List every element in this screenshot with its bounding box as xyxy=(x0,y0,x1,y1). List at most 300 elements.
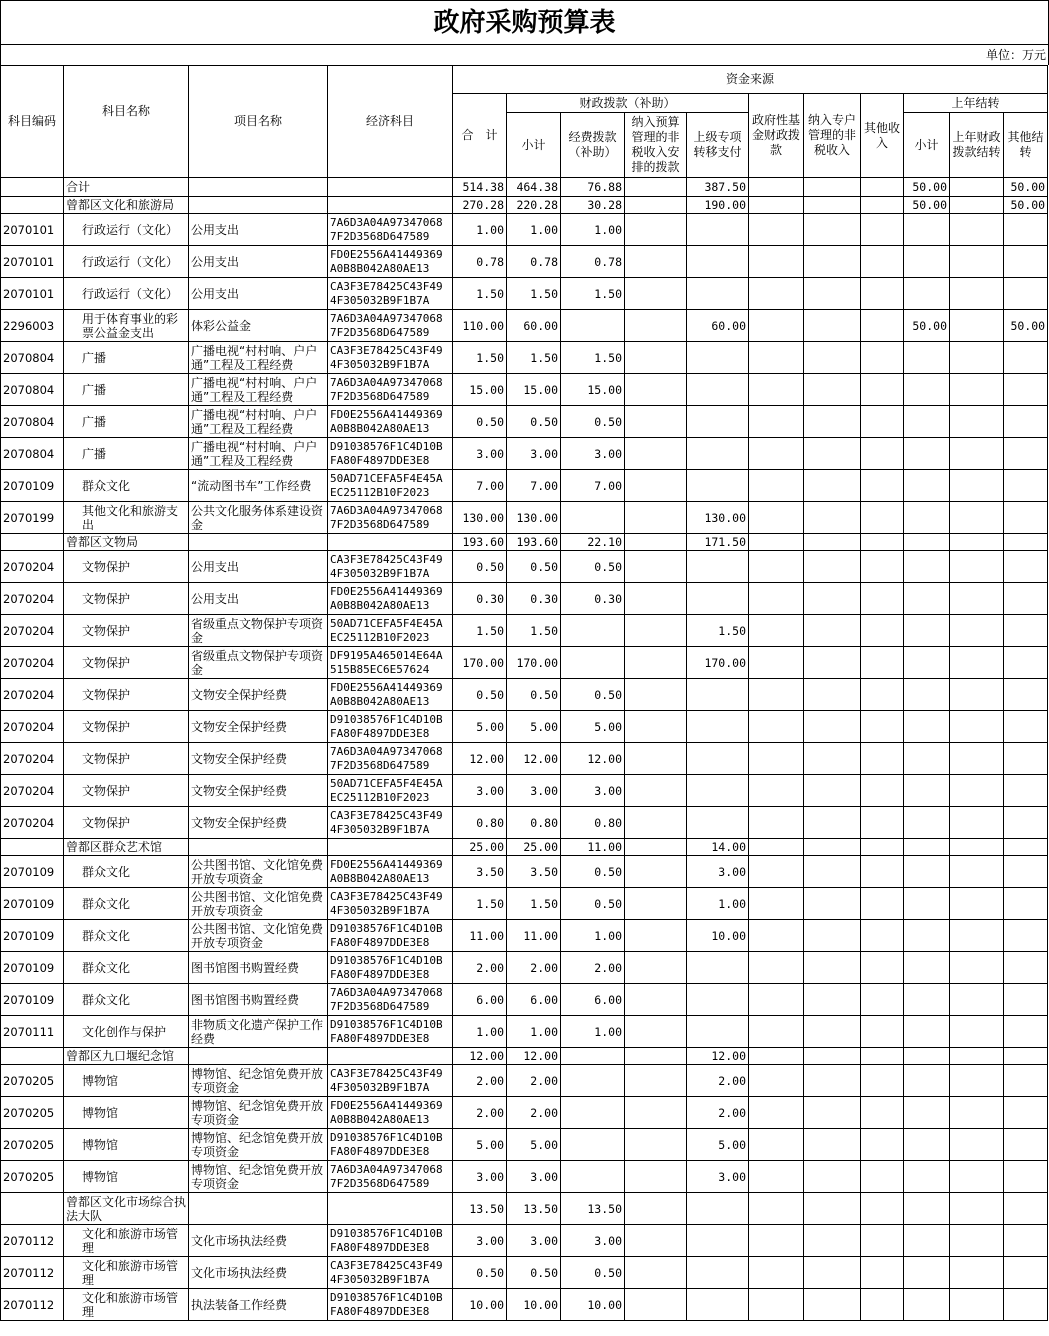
cell-amount xyxy=(861,1257,904,1289)
cell-amount xyxy=(904,1129,950,1161)
cell-amount: 10.00 xyxy=(507,1289,561,1321)
cell-amount xyxy=(861,888,904,920)
cell-amount xyxy=(687,214,749,246)
cell-amount xyxy=(625,1097,687,1129)
cell-amount: 0.50 xyxy=(561,888,625,920)
cell-amount xyxy=(804,551,861,583)
cell-amount: 2.00 xyxy=(507,1065,561,1097)
cell-amount: 1.50 xyxy=(507,342,561,374)
cell-amount xyxy=(749,214,804,246)
cell-amount: 11.00 xyxy=(453,920,507,952)
cell-amount xyxy=(749,278,804,310)
cell-amount xyxy=(687,374,749,406)
group-row xyxy=(1,839,1048,856)
cell-amount xyxy=(904,438,950,470)
cell-amount xyxy=(904,775,950,807)
cell-amount: 25.00 xyxy=(507,839,561,856)
cell-amount xyxy=(625,1225,687,1257)
cell-amount xyxy=(625,647,687,679)
table-row xyxy=(1,984,1048,1016)
cell-amount xyxy=(804,807,861,839)
cell-amount: 15.00 xyxy=(507,374,561,406)
cell-amount: 25.00 xyxy=(453,839,507,856)
cell-amount: 30.28 xyxy=(561,197,625,214)
cell-amount xyxy=(950,839,1004,856)
cell-amount: 0.78 xyxy=(507,246,561,278)
cell-amount: 1.00 xyxy=(561,1016,625,1048)
cell-amount xyxy=(904,920,950,952)
cell-project: 公共图书馆、文化馆免费开放专项资金 xyxy=(189,888,328,920)
cell-project: 公用支出 xyxy=(189,246,328,278)
cell-amount xyxy=(1004,1257,1048,1289)
header-fiscal-expense: 经费拨款（补助） xyxy=(561,113,625,178)
table-row xyxy=(1,615,1048,647)
table-row xyxy=(1,278,1048,310)
cell-amount xyxy=(861,197,904,214)
cell-amount xyxy=(861,775,904,807)
cell-amount xyxy=(749,1016,804,1048)
cell-amount xyxy=(804,278,861,310)
cell-amount xyxy=(861,310,904,342)
cell-subject: 博物馆 xyxy=(64,1097,189,1129)
cell-project: 图书馆图书购置经费 xyxy=(189,984,328,1016)
cell-code: 2070204 xyxy=(1,551,64,583)
cell-amount xyxy=(804,647,861,679)
cell-econ: FD0E2556A41449369 A0B8B042A80AE13 xyxy=(328,856,453,888)
cell-amount: 3.00 xyxy=(561,775,625,807)
cell-amount xyxy=(861,1129,904,1161)
cell-amount xyxy=(950,214,1004,246)
cell-amount xyxy=(749,551,804,583)
cell-amount xyxy=(804,534,861,551)
cell-amount xyxy=(749,1193,804,1225)
cell-subject: 行政运行（文化） xyxy=(64,214,189,246)
cell-amount: 1.00 xyxy=(453,1016,507,1048)
cell-amount: 12.00 xyxy=(561,743,625,775)
cell-project: 博物馆、纪念馆免费开放专项资金 xyxy=(189,1161,328,1193)
cell-amount xyxy=(687,406,749,438)
cell-amount xyxy=(1004,711,1048,743)
cell-amount xyxy=(749,920,804,952)
cell-amount xyxy=(804,984,861,1016)
cell-amount xyxy=(904,839,950,856)
cell-amount xyxy=(804,197,861,214)
cell-project: 博物馆、纪念馆免费开放专项资金 xyxy=(189,1097,328,1129)
cell-amount: 7.00 xyxy=(561,470,625,502)
cell-code: 2070204 xyxy=(1,679,64,711)
cell-amount xyxy=(904,1016,950,1048)
table-row xyxy=(1,246,1048,278)
cell-amount xyxy=(804,856,861,888)
cell-amount xyxy=(804,743,861,775)
cell-amount xyxy=(804,502,861,534)
cell-amount: 0.80 xyxy=(507,807,561,839)
cell-amount xyxy=(904,583,950,615)
cell-amount xyxy=(1004,470,1048,502)
cell-subject: 用于体育事业的彩票公益金支出 xyxy=(64,310,189,342)
cell-amount xyxy=(749,502,804,534)
cell-project: 广播电视“村村响、户户通”工程及工程经费 xyxy=(189,438,328,470)
cell-econ: CA3F3E78425C43F49 4F305032B9F1B7A xyxy=(328,1257,453,1289)
table-row xyxy=(1,679,1048,711)
cell-project xyxy=(189,1193,328,1225)
cell-amount: 514.38 xyxy=(453,178,507,197)
cell-amount xyxy=(561,1065,625,1097)
cell-amount xyxy=(749,342,804,374)
cell-amount xyxy=(687,775,749,807)
cell-project: 图书馆图书购置经费 xyxy=(189,952,328,984)
cell-subject: 其他文化和旅游支出 xyxy=(64,502,189,534)
cell-econ xyxy=(328,197,453,214)
cell-amount xyxy=(861,438,904,470)
cell-amount xyxy=(804,1097,861,1129)
cell-subject: 广播 xyxy=(64,406,189,438)
cell-project: 公共图书馆、文化馆免费开放专项资金 xyxy=(189,920,328,952)
cell-project xyxy=(189,178,328,197)
cell-amount xyxy=(749,679,804,711)
cell-amount xyxy=(904,1289,950,1321)
cell-econ: FD0E2556A41449369 A0B8B042A80AE13 xyxy=(328,1097,453,1129)
cell-project xyxy=(189,197,328,214)
cell-amount xyxy=(625,743,687,775)
cell-amount xyxy=(625,470,687,502)
cell-amount: 50.00 xyxy=(1004,197,1048,214)
cell-amount xyxy=(804,374,861,406)
cell-amount xyxy=(950,406,1004,438)
cell-amount xyxy=(804,246,861,278)
cell-econ: D91038576F1C4D10B FA80F4897DDE3E8 xyxy=(328,1016,453,1048)
cell-amount xyxy=(804,1225,861,1257)
cell-project xyxy=(189,839,328,856)
cell-amount xyxy=(749,984,804,1016)
table-row xyxy=(1,342,1048,374)
cell-amount xyxy=(950,1289,1004,1321)
cell-code: 2070205 xyxy=(1,1065,64,1097)
cell-subject: 文化和旅游市场管理 xyxy=(64,1257,189,1289)
cell-subject: 文化创作与保护 xyxy=(64,1016,189,1048)
cell-amount xyxy=(804,1193,861,1225)
cell-amount xyxy=(804,1065,861,1097)
cell-amount xyxy=(804,1016,861,1048)
cell-code xyxy=(1,1193,64,1225)
cell-econ: DF9195A465014E64A 515B85EC6E57624 xyxy=(328,647,453,679)
cell-amount: 0.80 xyxy=(453,807,507,839)
cell-amount xyxy=(1004,615,1048,647)
cell-amount xyxy=(804,711,861,743)
cell-amount xyxy=(749,1048,804,1065)
cell-amount xyxy=(1004,1289,1048,1321)
table-row xyxy=(1,1257,1048,1289)
header-carry-subtotal: 小计 xyxy=(904,113,950,178)
cell-project: 文物安全保护经费 xyxy=(189,743,328,775)
cell-amount: 1.00 xyxy=(507,214,561,246)
cell-amount: 0.78 xyxy=(561,246,625,278)
cell-amount: 12.00 xyxy=(453,743,507,775)
cell-code: 2070204 xyxy=(1,743,64,775)
cell-econ: D91038576F1C4D10B FA80F4897DDE3E8 xyxy=(328,1129,453,1161)
cell-amount: 3.50 xyxy=(453,856,507,888)
cell-amount xyxy=(950,278,1004,310)
cell-amount xyxy=(861,679,904,711)
cell-amount: 11.00 xyxy=(561,839,625,856)
cell-amount xyxy=(687,952,749,984)
cell-amount: 3.50 xyxy=(507,856,561,888)
table-row xyxy=(1,775,1048,807)
cell-amount xyxy=(625,1065,687,1097)
cell-amount xyxy=(804,470,861,502)
cell-amount: 50.00 xyxy=(904,310,950,342)
cell-amount xyxy=(950,807,1004,839)
cell-code: 2070109 xyxy=(1,856,64,888)
cell-amount xyxy=(749,888,804,920)
header-carry-fiscal: 上年财政拨款结转 xyxy=(950,113,1004,178)
cell-amount xyxy=(1004,839,1048,856)
cell-amount xyxy=(1004,534,1048,551)
cell-econ: FD0E2556A41449369 A0B8B042A80AE13 xyxy=(328,246,453,278)
cell-amount xyxy=(687,1257,749,1289)
cell-project: 文物安全保护经费 xyxy=(189,775,328,807)
cell-subject: 文化和旅游市场管理 xyxy=(64,1225,189,1257)
cell-amount: 1.00 xyxy=(507,1016,561,1048)
cell-amount xyxy=(861,214,904,246)
cell-amount xyxy=(749,197,804,214)
cell-amount xyxy=(625,1161,687,1193)
cell-amount: 2.00 xyxy=(687,1065,749,1097)
cell-amount xyxy=(950,470,1004,502)
cell-amount: 1.00 xyxy=(687,888,749,920)
cell-amount xyxy=(1004,920,1048,952)
cell-subject: 曾都区文化市场综合执法大队 xyxy=(64,1193,189,1225)
cell-amount xyxy=(625,502,687,534)
cell-amount: 14.00 xyxy=(687,839,749,856)
cell-amount xyxy=(861,839,904,856)
cell-amount xyxy=(1004,1225,1048,1257)
cell-amount xyxy=(904,342,950,374)
cell-amount: 130.00 xyxy=(453,502,507,534)
cell-amount xyxy=(625,1289,687,1321)
cell-amount: 0.50 xyxy=(561,1257,625,1289)
cell-amount: 3.00 xyxy=(561,1225,625,1257)
cell-amount xyxy=(1004,214,1048,246)
cell-amount xyxy=(625,214,687,246)
cell-amount xyxy=(687,1225,749,1257)
cell-amount xyxy=(804,583,861,615)
cell-project xyxy=(189,1048,328,1065)
cell-amount xyxy=(625,1048,687,1065)
cell-amount xyxy=(861,807,904,839)
cell-amount: 170.00 xyxy=(453,647,507,679)
cell-amount xyxy=(904,1065,950,1097)
unit-label: 单位：万元 xyxy=(0,44,1049,65)
cell-subject: 群众文化 xyxy=(64,984,189,1016)
cell-code: 2070804 xyxy=(1,406,64,438)
cell-amount xyxy=(804,310,861,342)
header-code: 科目编码 xyxy=(1,66,64,178)
table-row xyxy=(1,807,1048,839)
table-row xyxy=(1,551,1048,583)
cell-code xyxy=(1,839,64,856)
cell-subject: 行政运行（文化） xyxy=(64,246,189,278)
cell-amount: 2.00 xyxy=(507,1097,561,1129)
cell-amount: 2.00 xyxy=(687,1097,749,1129)
cell-amount xyxy=(904,615,950,647)
cell-project: 文物安全保护经费 xyxy=(189,807,328,839)
cell-amount xyxy=(1004,342,1048,374)
cell-code: 2070205 xyxy=(1,1097,64,1129)
cell-code: 2070204 xyxy=(1,711,64,743)
header-econ: 经济科目 xyxy=(328,66,453,178)
cell-econ xyxy=(328,1048,453,1065)
cell-subject: 广播 xyxy=(64,438,189,470)
cell-amount xyxy=(1004,583,1048,615)
table-row xyxy=(1,470,1048,502)
cell-amount: 1.50 xyxy=(453,278,507,310)
cell-amount xyxy=(904,711,950,743)
cell-amount xyxy=(561,615,625,647)
cell-amount xyxy=(950,856,1004,888)
cell-amount xyxy=(1004,1016,1048,1048)
cell-amount xyxy=(904,1161,950,1193)
table-row xyxy=(1,310,1048,342)
cell-code xyxy=(1,197,64,214)
cell-amount xyxy=(861,1016,904,1048)
cell-subject: 合计 xyxy=(64,178,189,197)
cell-amount: 1.00 xyxy=(561,214,625,246)
cell-econ: 50AD71CEFA5F4E45A EC25112B10F2023 xyxy=(328,775,453,807)
cell-amount: 50.00 xyxy=(1004,178,1048,197)
cell-amount xyxy=(749,1065,804,1097)
cell-amount xyxy=(749,1097,804,1129)
cell-amount: 1.50 xyxy=(507,888,561,920)
cell-amount: 0.50 xyxy=(507,406,561,438)
cell-project: 公用支出 xyxy=(189,551,328,583)
header-special-nontax: 纳入专户管理的非税收入 xyxy=(804,94,861,178)
cell-amount xyxy=(861,583,904,615)
cell-subject: 博物馆 xyxy=(64,1129,189,1161)
cell-amount xyxy=(950,502,1004,534)
cell-amount xyxy=(687,807,749,839)
cell-amount xyxy=(804,1289,861,1321)
cell-amount xyxy=(904,856,950,888)
cell-amount: 10.00 xyxy=(453,1289,507,1321)
cell-amount xyxy=(625,1016,687,1048)
cell-amount xyxy=(561,647,625,679)
cell-subject: 博物馆 xyxy=(64,1065,189,1097)
cell-project: 文物安全保护经费 xyxy=(189,679,328,711)
cell-amount: 50.00 xyxy=(1004,310,1048,342)
cell-amount xyxy=(625,1129,687,1161)
cell-amount xyxy=(749,1225,804,1257)
table-row xyxy=(1,214,1048,246)
cell-amount: 2.00 xyxy=(561,952,625,984)
cell-amount xyxy=(625,534,687,551)
cell-subject: 群众文化 xyxy=(64,856,189,888)
cell-project: “流动图书车”工作经费 xyxy=(189,470,328,502)
cell-amount xyxy=(904,1257,950,1289)
cell-amount xyxy=(1004,1097,1048,1129)
cell-amount: 0.50 xyxy=(561,856,625,888)
cell-amount xyxy=(687,470,749,502)
cell-amount xyxy=(1004,807,1048,839)
cell-amount xyxy=(625,807,687,839)
cell-amount xyxy=(904,743,950,775)
cell-econ: CA3F3E78425C43F49 4F305032B9F1B7A xyxy=(328,888,453,920)
cell-amount xyxy=(625,406,687,438)
cell-amount xyxy=(749,1129,804,1161)
cell-amount xyxy=(861,1289,904,1321)
cell-econ: CA3F3E78425C43F49 4F305032B9F1B7A xyxy=(328,342,453,374)
cell-amount: 15.00 xyxy=(561,374,625,406)
cell-amount xyxy=(861,246,904,278)
cell-amount: 3.00 xyxy=(507,1225,561,1257)
cell-amount xyxy=(950,1225,1004,1257)
cell-econ xyxy=(328,839,453,856)
cell-subject: 曾都区文化和旅游局 xyxy=(64,197,189,214)
table-row xyxy=(1,406,1048,438)
cell-amount xyxy=(749,374,804,406)
cell-subject: 文物保护 xyxy=(64,615,189,647)
cell-amount: 2.00 xyxy=(453,1065,507,1097)
cell-amount xyxy=(861,920,904,952)
cell-amount xyxy=(861,278,904,310)
cell-subject: 曾都区九口堰纪念馆 xyxy=(64,1048,189,1065)
cell-code: 2070109 xyxy=(1,984,64,1016)
cell-subject: 博物馆 xyxy=(64,1161,189,1193)
cell-amount: 1.50 xyxy=(561,342,625,374)
cell-subject: 文物保护 xyxy=(64,551,189,583)
cell-amount: 0.50 xyxy=(453,406,507,438)
cell-amount: 5.00 xyxy=(453,1129,507,1161)
cell-amount xyxy=(950,534,1004,551)
cell-econ: D91038576F1C4D10B FA80F4897DDE3E8 xyxy=(328,1225,453,1257)
cell-amount: 1.50 xyxy=(561,278,625,310)
cell-amount xyxy=(804,1129,861,1161)
header-fiscal: 财政拨款（补助） xyxy=(507,94,749,113)
cell-amount xyxy=(1004,551,1048,583)
table-row xyxy=(1,920,1048,952)
cell-subject: 文物保护 xyxy=(64,583,189,615)
cell-amount xyxy=(861,711,904,743)
cell-amount xyxy=(625,615,687,647)
cell-econ: 50AD71CEFA5F4E45A EC25112B10F2023 xyxy=(328,470,453,502)
cell-econ: 50AD71CEFA5F4E45A EC25112B10F2023 xyxy=(328,615,453,647)
cell-amount xyxy=(804,679,861,711)
cell-amount: 0.80 xyxy=(561,807,625,839)
cell-amount xyxy=(904,647,950,679)
cell-subject: 文物保护 xyxy=(64,775,189,807)
cell-subject: 曾都区文物局 xyxy=(64,534,189,551)
cell-code: 2070109 xyxy=(1,470,64,502)
cell-amount: 130.00 xyxy=(687,502,749,534)
cell-amount: 12.00 xyxy=(687,1048,749,1065)
cell-amount xyxy=(1004,1065,1048,1097)
cell-amount xyxy=(625,711,687,743)
cell-amount xyxy=(904,888,950,920)
cell-amount xyxy=(950,888,1004,920)
cell-amount xyxy=(904,1048,950,1065)
cell-amount: 3.00 xyxy=(453,1161,507,1193)
cell-amount xyxy=(625,278,687,310)
cell-amount xyxy=(749,1161,804,1193)
cell-code: 2070112 xyxy=(1,1289,64,1321)
table-row xyxy=(1,888,1048,920)
cell-amount xyxy=(687,583,749,615)
cell-amount xyxy=(904,406,950,438)
cell-amount: 12.00 xyxy=(453,1048,507,1065)
cell-amount xyxy=(749,1257,804,1289)
cell-amount: 15.00 xyxy=(453,374,507,406)
cell-amount: 193.60 xyxy=(453,534,507,551)
